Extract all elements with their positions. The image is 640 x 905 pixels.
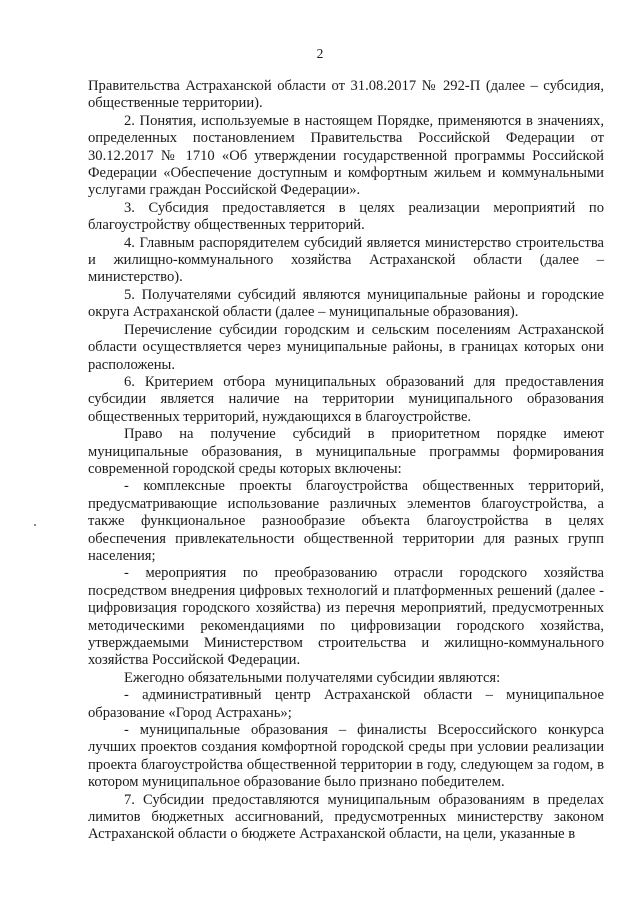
paragraph: - административный центр Астраханской области – муниципальное образование «Город Астрахань»; bbox=[88, 687, 604, 721]
margin-dot bbox=[34, 524, 36, 526]
paragraph: - мероприятия по преобразованию отрасли городского хозяйства посредством внедрения цифровых технологий и платформенных решений (далее - цифровизация городского хозяйства) из перечня мероприятий, предусмотренных методическими рекомендациями по цифровизации городского хозяйства, утверждаемыми Министерством строительства и жилищно-коммунального хозяйства Российской Федерации. bbox=[88, 565, 604, 669]
document-body bbox=[88, 78, 604, 844]
paragraph: - муниципальные образования – финалисты Всероссийского конкурса лучших проектов создания комфортной городской среды при условии реализации проекта благоустройства общественной территории в году, следующем за годом, в котором муниципальное образование было признано победителем. bbox=[88, 722, 604, 791]
paragraph: Ежегодно обязательными получателями субсидии являются: bbox=[124, 669, 501, 686]
paragraph: Правительства Астраханской области от 31.08.2017 № 292-П (далее – субсидия, общественные территории). bbox=[88, 78, 604, 112]
paragraph: 7. Субсидии предоставляются муниципальным образованиям в пределах лимитов бюджетных ассигнований, предусмотренных министерству законом Астраханской области о бюджете Астраханской области, на цели, указанные в bbox=[88, 791, 604, 843]
paragraph: Перечисление субсидии городским и сельским поселениям Астраханской области осуществляется через муниципальные районы, в границах которых они расположены. bbox=[88, 321, 604, 373]
paragraph: - комплексные проекты благоустройства общественных территорий, предусматривающие использование различных элементов благоустройства, а также функциональное разнообразие объекта благоустройства в целях обеспечения привлекательности общественной территории для разных групп населения; bbox=[88, 478, 604, 564]
paragraph: 5. Получателями субсидий являются муниципальные районы и городские округа Астраханской области (далее – муниципальные образования). bbox=[88, 286, 604, 321]
paragraph: Право на получение субсидий в приоритетном порядке имеют муниципальные образования, в муниципальные программы формирования современной городской среды которых включены: bbox=[88, 426, 604, 477]
paragraph: 2. Понятия, используемые в настоящем Порядке, применяются в значениях, определенных постановлением Правительства Российской Федерации от 30.12.2017 № 1710 «Об утверждении государственной программы Российской Федерации «Обеспечение доступным и комфортным жильем и коммунальными услугами граждан Российской Федерации». bbox=[88, 112, 604, 199]
paragraph: 4. Главным распорядителем субсидий является министерство строительства и жилищно-коммунального хозяйства Астраханской области (далее – министерство). bbox=[88, 234, 604, 286]
paragraph: 6. Критерием отбора муниципальных образований для предоставления субсидии является наличие на территории муниципального образования общественных территорий, нуждающихся в благоустройстве. bbox=[88, 373, 604, 425]
page-number: 2 bbox=[316, 46, 324, 61]
paragraph: 3. Субсидия предоставляется в целях реализации мероприятий по благоустройству общественных территорий. bbox=[88, 199, 604, 234]
